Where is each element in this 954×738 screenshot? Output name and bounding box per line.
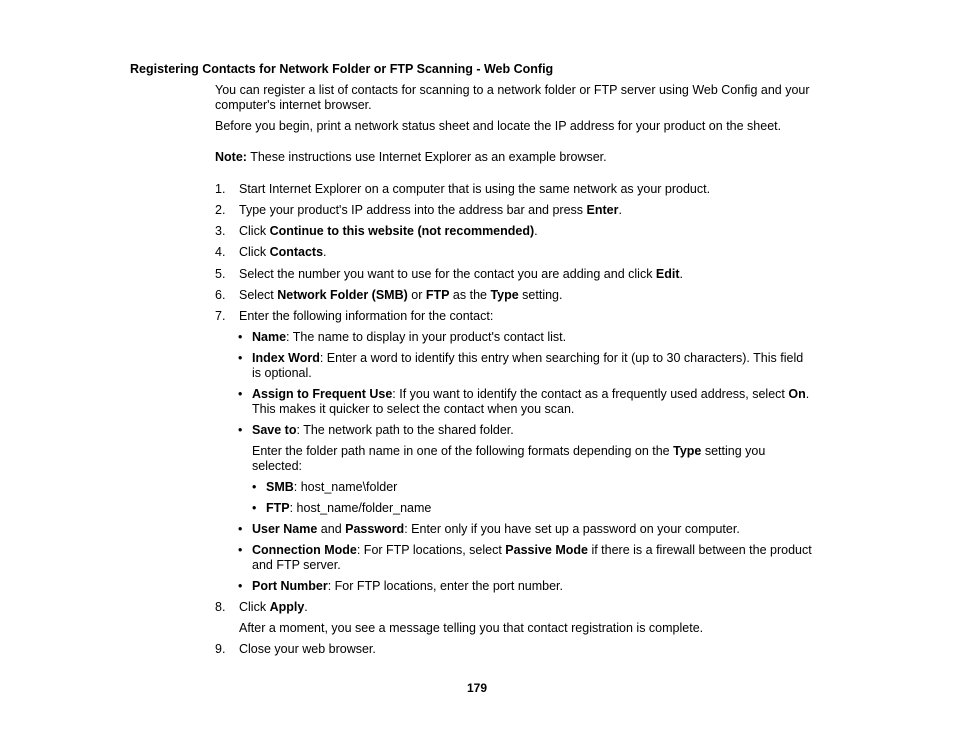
step-text <box>239 288 819 303</box>
bold-term: Connection Mode <box>252 543 357 557</box>
text-run: Type your product's IP address into the address bar and press <box>239 203 587 217</box>
text-run: : The network path to the shared folder. <box>296 423 514 437</box>
bold-term: User Name <box>252 522 318 536</box>
note-text: These instructions use Internet Explorer as an example browser. <box>246 150 607 164</box>
bullet-marker: • <box>238 522 243 536</box>
step-text <box>239 267 819 282</box>
bold-term: Assign to Frequent Use <box>252 387 393 401</box>
bold-term: Passive Mode <box>505 543 588 557</box>
bullet-marker: • <box>238 579 243 593</box>
text-run: Select the number you want to use for the contact you are adding and click <box>239 267 656 281</box>
step-text <box>239 245 819 260</box>
step-number: 6. <box>215 288 226 302</box>
bullet-text <box>266 501 828 516</box>
bold-term: Edit <box>655 267 680 281</box>
bold-term: Apply <box>269 600 305 614</box>
text-run: . <box>304 600 308 614</box>
text-run: : host_name\folder <box>293 480 398 494</box>
bold-term: Network Folder (SMB) <box>277 288 408 302</box>
text-run: : Enter a word to identify this entry when searching for it (up to 30 characters). This field is optional. <box>252 351 804 380</box>
text-run: Close your web browser. <box>239 642 376 656</box>
text-run: Click <box>239 600 270 614</box>
text-run: Click <box>239 224 270 238</box>
bold-term: Index Word <box>252 351 320 365</box>
text-run: : If you want to identify the contact as a frequently used address, select <box>392 387 789 401</box>
step-number: 7. <box>215 309 226 323</box>
bullet-text <box>266 480 828 495</box>
bold-term: FTP <box>425 288 450 302</box>
bullet-marker: • <box>238 351 243 365</box>
bullet-marker: • <box>238 387 243 401</box>
bullet-marker: • <box>238 543 243 557</box>
bullet-text <box>252 543 814 573</box>
step-number: 2. <box>215 203 226 217</box>
text-run: Start Internet Explorer on a computer that is using the same network as your product. <box>239 182 711 196</box>
text-run: . <box>679 267 684 281</box>
bold-term: Contacts <box>269 245 324 259</box>
step-text <box>239 600 819 615</box>
bullet-marker: • <box>238 330 243 344</box>
text-run: Enter the folder path name in one of the following formats depending on the <box>252 444 674 458</box>
bold-term: Continue to this website (not recommended) <box>269 224 535 238</box>
bullet-text <box>252 330 814 345</box>
bold-term: FTP <box>266 501 290 515</box>
bold-term: Type <box>673 444 702 458</box>
text-run: : host_name/folder_name <box>289 501 432 515</box>
text-run: : The name to display in your product's contact list. <box>286 330 567 344</box>
bold-term: On <box>788 387 806 401</box>
bold-term: Password <box>345 522 405 536</box>
bullet-text <box>252 579 814 594</box>
text-run: : For FTP locations, select <box>356 543 506 557</box>
bullet-text <box>252 522 814 537</box>
text-run: if there is a firewall between the product and FTP server. <box>252 543 812 572</box>
bold-term: SMB <box>266 480 294 494</box>
text-run: . <box>534 224 538 238</box>
text-run: . <box>618 203 622 217</box>
step-text <box>239 642 819 657</box>
step-number: 4. <box>215 245 226 259</box>
bold-term: Port Number <box>252 579 328 593</box>
step-number: 8. <box>215 600 226 614</box>
text-run: setting you selected: <box>252 444 766 473</box>
bullet-marker: • <box>252 501 257 515</box>
text-run: . <box>323 245 327 259</box>
before-paragraph: Before you begin, print a network status sheet and locate the IP address for your product on the sheet. <box>215 119 782 133</box>
step-number: 3. <box>215 224 226 238</box>
save-to-detail <box>252 444 812 474</box>
text-run: and <box>317 522 346 536</box>
step-number: 1. <box>215 182 226 196</box>
section-heading: Registering Contacts for Network Folder or FTP Scanning - Web Config <box>130 62 554 76</box>
bullet-text <box>252 387 814 417</box>
text-run: . This makes it quicker to select the contact when you scan. <box>252 387 810 416</box>
text-run: : Enter only if you have set up a password on your computer. <box>404 522 740 536</box>
step-text <box>239 224 819 239</box>
bold-term: Save to <box>252 423 297 437</box>
bullet-marker: • <box>252 480 257 494</box>
step-number: 5. <box>215 267 226 281</box>
intro-paragraph: You can register a list of contacts for scanning to a network folder or FTP server using Web Config and your computer's internet browser. <box>215 83 810 112</box>
bold-term: Name <box>252 330 287 344</box>
text-run: setting. <box>518 288 563 302</box>
step-number: 9. <box>215 642 226 656</box>
page-number: 179 <box>466 681 488 695</box>
apply-detail: After a moment, you see a message telling you that contact registration is complete. <box>239 621 704 635</box>
bullet-text <box>252 351 814 381</box>
step-text <box>239 182 819 197</box>
text-run: Click <box>239 245 270 259</box>
step-text <box>239 203 819 218</box>
bullet-text <box>252 423 814 438</box>
bullet-marker: • <box>238 423 243 437</box>
text-run: Enter the following information for the contact: <box>239 309 494 323</box>
text-run: as the <box>449 288 491 302</box>
text-run: Select <box>239 288 278 302</box>
note-label: Note: <box>215 150 247 164</box>
bold-term: Enter <box>586 203 619 217</box>
text-run: or <box>407 288 426 302</box>
note-paragraph <box>215 150 820 165</box>
step-text <box>239 309 819 324</box>
bold-term: Type <box>490 288 519 302</box>
text-run: : For FTP locations, enter the port number. <box>327 579 563 593</box>
